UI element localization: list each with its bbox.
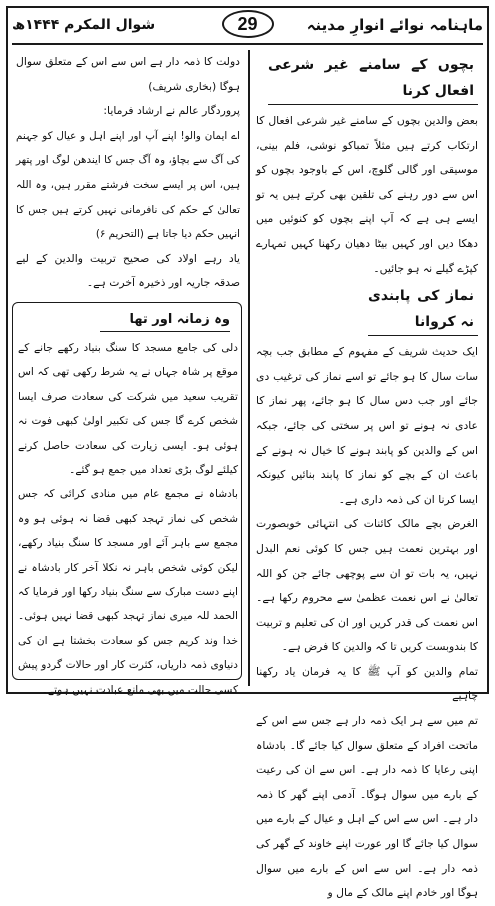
paragraph: ایک حدیث شریف کے مفہوم کے مطابق جب بچہ سات سال کا ہو جائے تو اسے نماز کی ترغیب دی جائے اور جب دس سال کا ہو جائے، پھر نماز کا عادی نہ ہونے تو اس پر سختی کی جائے، جبکہ اس کے والدین کو پابند ہونے کا خیال نہ ہونے کے باعث ان کے بچے کو نماز کا پابند بنائیں کیونکہ ایسا کرنا ان کی ذمہ داری ہے۔ [256, 345, 478, 506]
section-heading-non-sharia-acts: بچوں کے سامنے غیر شرعی افعال کرنا [268, 52, 478, 105]
paragraph: بعض والدین بچوں کے سامنے غیر شرعی افعال کا ارتکاب کرتے ہیں مثلاً تمباکو نوشی، فلم بینی، موسیقی اور گالی گلوچ، اس کے باوجود بچوں کو اس سے دور رہنے کی تلقین بھی کرتے ہیں یہ تو ایسے ہی ہے کہ آپ اپنے بچوں کو کنوئیں میں دھکا دیں اور کہیں بیٹا دھیان رکھنا کہیں تمہارے کپڑے گیلے نہ ہو جائیں۔ [256, 114, 478, 275]
issue-date: شوال المکرم ۱۴۴۴ھ [12, 17, 156, 33]
section-heading-prayer: نماز کی پابندی نہ کروانا [368, 283, 478, 336]
boxed-article-body [18, 336, 238, 702]
page-number-badge: 29 [222, 10, 274, 38]
column-divider [248, 50, 250, 686]
paragraph: بادشاہ نے مجمع عام میں منادی کرائی کہ جس شخص کی نماز تہجد کبھی قضا نہ ہوئی ہو وہ مجمع سے باہر آئے اور مسجد کا سنگ بنیاد رکھے، لیکن کوئی شخص باہر نہ نکلا آخر کار بادشاہ نے اپنے دست مبارک سے سنگ بنیاد رکھا اور فرمایا کہ الحمد للہ میری نماز تہجد کبھی قضا نہیں ہوئی۔ خدا وند کریم جس کو سعادت بخشتا ہے ان کی دنیاوی ذمہ داریاں، کثرت کار اور حالات گردو پیش کسی حالت میں بھی مانع عبادت نہیں ہوتے۔ [18, 488, 238, 696]
paragraph: تم میں سے ہر ایک ذمہ دار ہے جس سے اس کے ماتحت افراد کے متعلق سوال کیا جائے گا۔ بادشاہ اپنی رعایا کا ذمہ دار ہے۔ اس سے ان کی رعیت کے بارے میں سوال ہوگا۔ آدمی اپنے گھر کا ذمہ دار ہے۔ اس سے اس کے اہل و عیال کے بارے میں سوال کیا جائے گا اور عورت اپنے خاوند کے گھر کی ذمہ دار ہے۔ اس سے اس کے بارے میں سوال ہوگا اور خادم اپنے مالک کے مال و [256, 714, 478, 900]
paragraph: دلی کی جامع مسجد کا سنگ بنیاد رکھے جانے کے موقع پر شاہ جہاں نے یہ شرط رکھی تھی کہ اس تقریب سعید میں شرکت کی سعادت صرف ایسا شخص کرے گا جس کی تکبیر اولیٰ کبھی فوت نہ ہوئی ہو۔ ایسی زیارت کی سعادت حاصل کرنے کیلئے لوگ بڑی تعداد میں جمع ہو گئے۔ [18, 342, 238, 477]
paragraph: یاد رہے اولاد کی صحیح تربیت والدین کے لیے صدقہ جاریہ اور ذخیرہ آخرت ہے۔ [16, 251, 240, 290]
header-rule [12, 43, 483, 45]
paragraph: پروردگار عالم نے ارشاد فرمایا: [103, 104, 240, 118]
left-column [16, 50, 240, 296]
right-column [256, 50, 478, 906]
paragraph: تمام والدین کو آپ ﷺ کا یہ فرمان یاد رکھنا چاہیے [256, 664, 478, 703]
boxed-article-heading: وہ زمانہ اور تھا [100, 308, 230, 332]
page-header [12, 10, 483, 40]
paragraph: الغرض بچے مالک کائنات کی انتہائی خوبصورت اور بہترین نعمت ہیں جس کا کوئی نعم البدل نہیں، یہ بات تو ان سے پوچھی جائے جن کو اللہ تعالیٰ نے اس نعمت عظمیٰ سے محروم رکھا ہے۔ اس نعمت کی قدر کریں اور ان کی تعلیم و تربیت کا بندوبست کریں تا کہ والدین کا فرض ہے۔ [256, 517, 478, 654]
magazine-masthead: ماہنامہ نوائے انوارِ مدینہ [306, 16, 483, 34]
paragraph: دولت کا ذمہ دار ہے اس سے اس کے متعلق سوال ہوگا (بخاری شریف) [16, 55, 240, 93]
quran-quote: اے ایمان والو! اپنے آپ اور اپنے اہل و عیال کو جہنم کی آگ سے بچاؤ، وہ آگ جس کا ایندھن لوگ اور پتھر ہیں، اس پر ایسے سخت فرشتے مقرر ہیں، وہ اللہ تعالیٰ کے حکم کی نافرمانی نہیں کرتے ہیں جس کا انہیں حکم دیا جاتا ہے (التحریم ۶) [16, 129, 240, 241]
